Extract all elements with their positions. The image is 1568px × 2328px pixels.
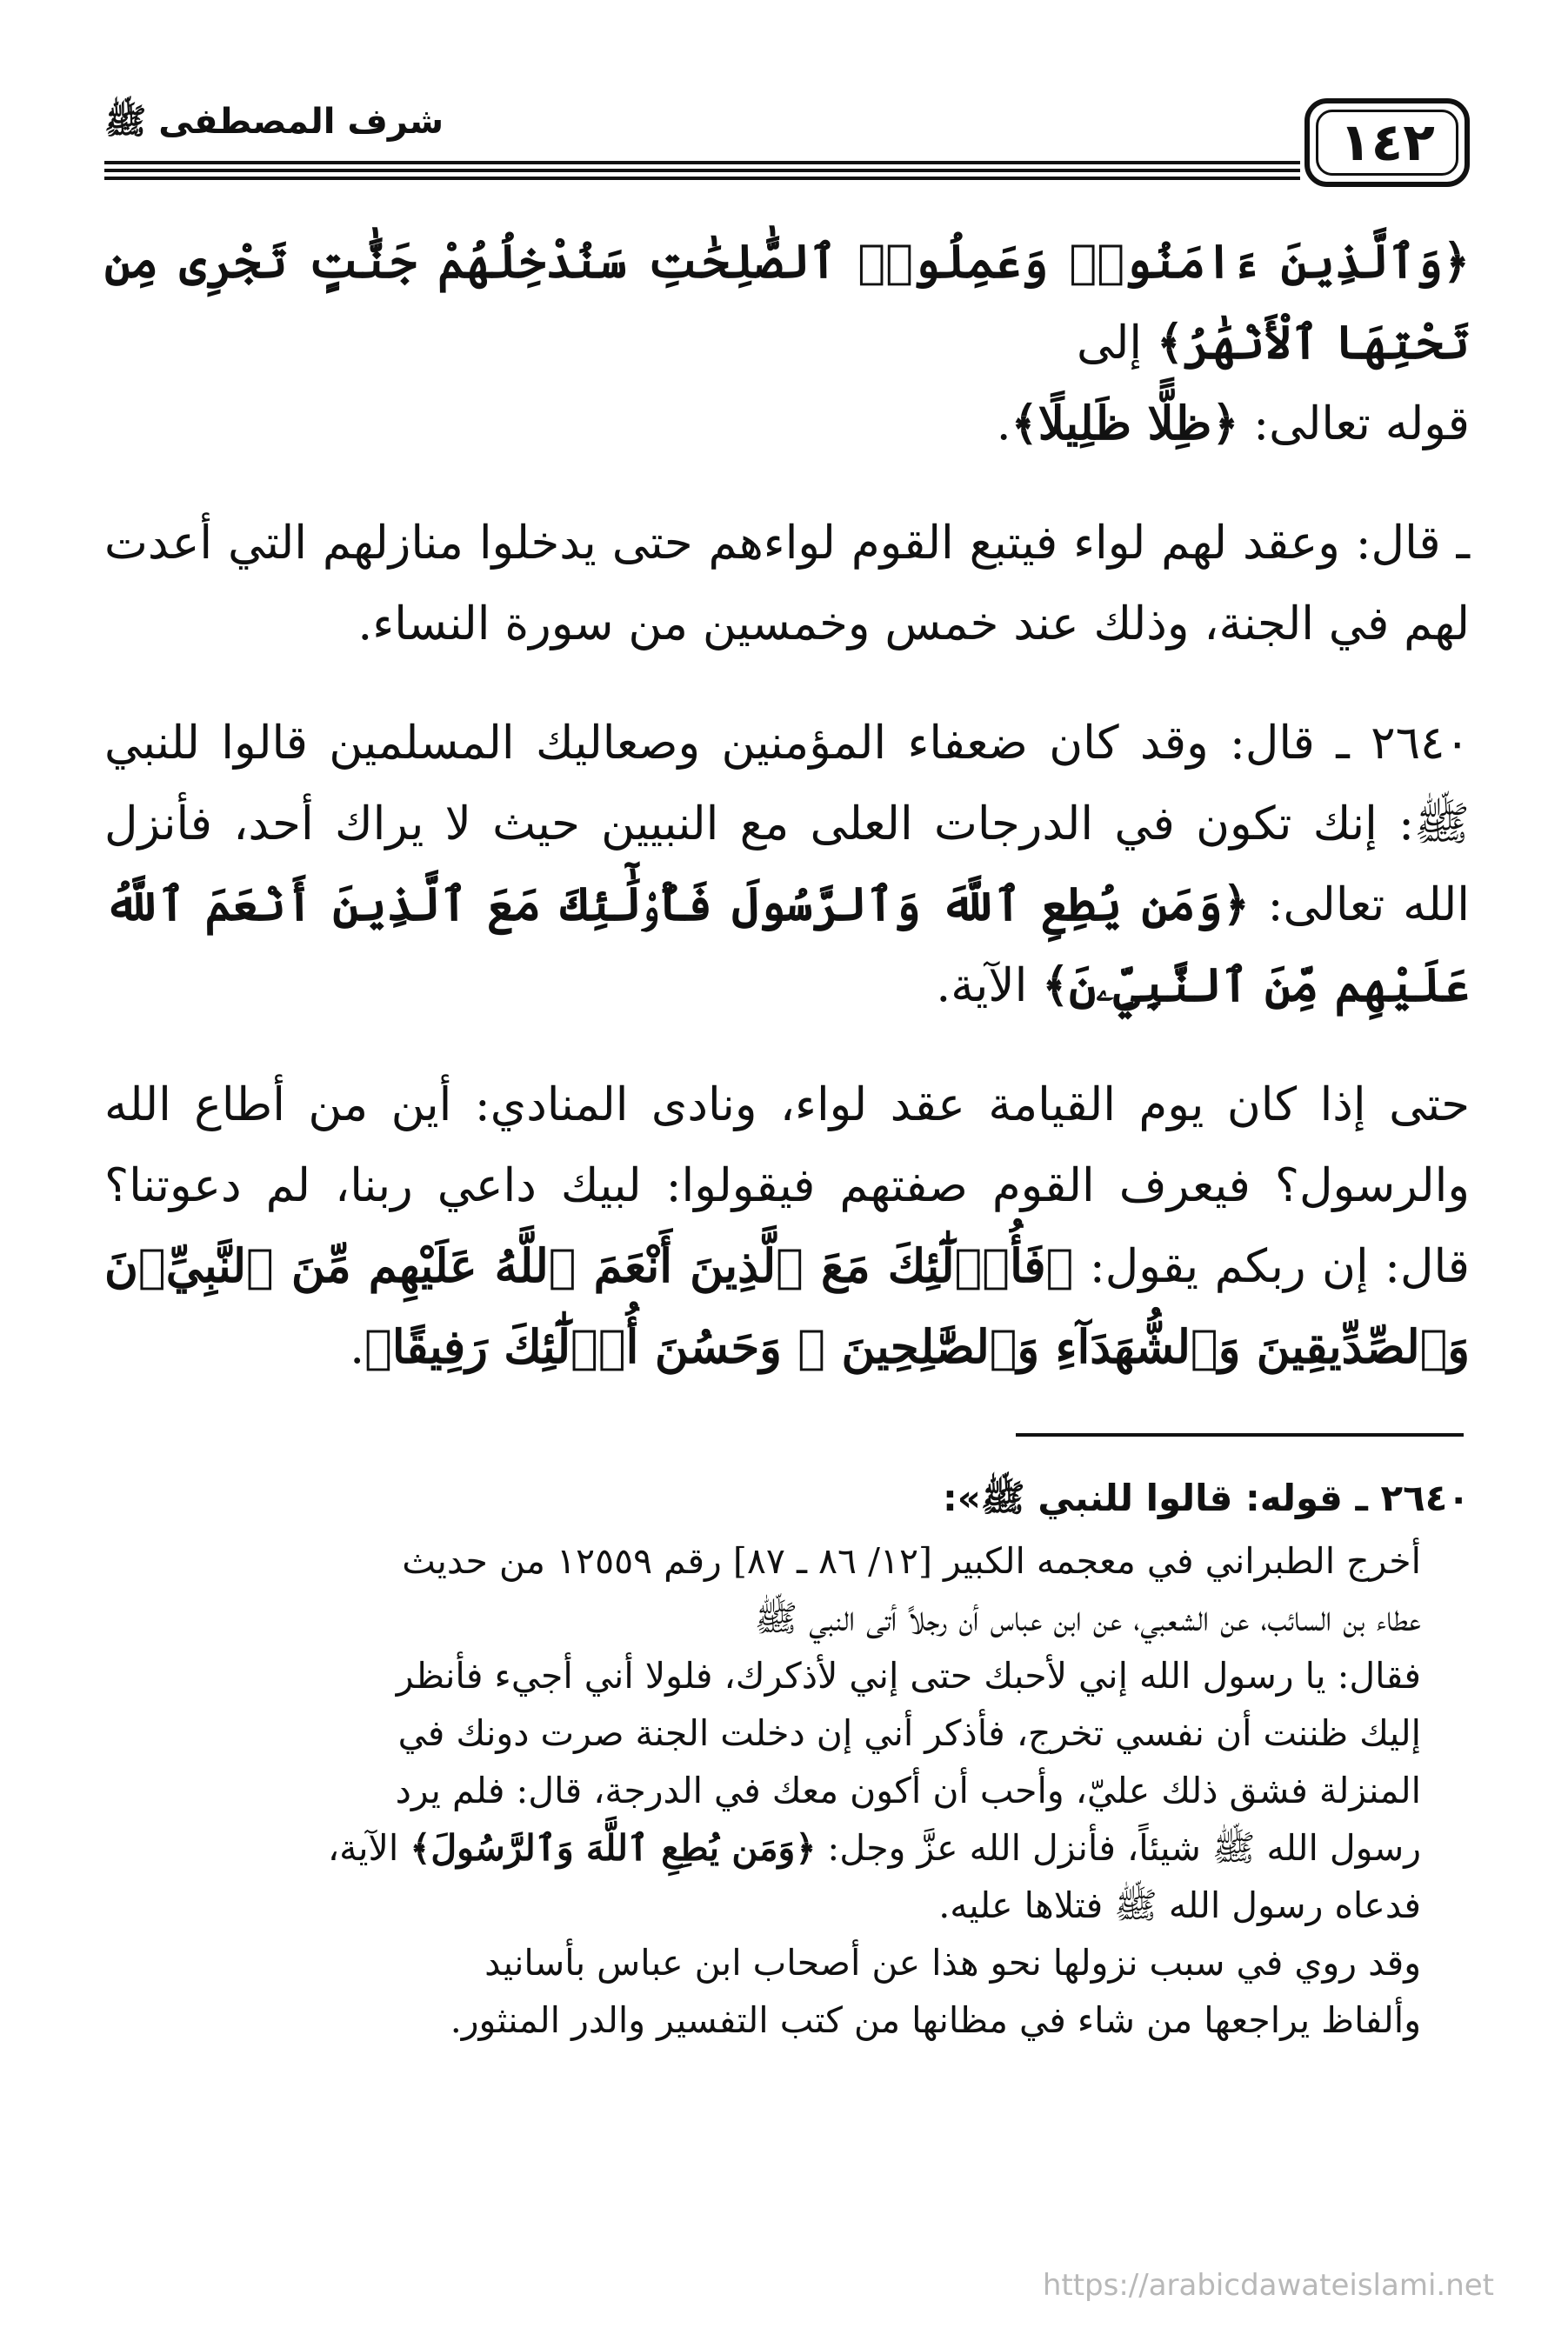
text-span: حتى إذا كان يوم القيامة عقد لواء، ونادى المنادي: أين من أطاع الله والرسول؟ فيعرف القوم صفتهم فيقولوا: لبيك داعي ربنا، لم دعوتنا؟ قال: إن ربكم يقول: (104, 1078, 1470, 1293)
footnote-line: فقال: يا رسول الله إني لأحبك حتى إني لأذكرك، فلولا أني أجيء فأنظر (396, 1655, 1421, 1697)
quran-verse: ﴿وَمَن يُطِعِ ٱللَّهَ وَٱلرَّسُولَ﴾ (410, 1827, 817, 1869)
footnote-body (104, 1532, 1421, 2049)
book-title: شرف المصطفى ﷺ (104, 102, 444, 142)
footnote-line: وألفاظ يراجعها من شاء في مظانها من كتب التفسير والدر المنثور. (450, 1999, 1421, 2041)
quran-verse: ﴿وَمَن يُطِعِ ٱللَّهَ وَٱلرَّسُولَ فَأُو۟لَٰٓئِكَ مَعَ ٱلَّذِينَ أَنْعَمَ ٱللَّهُ عَلَيْهِم مِّنَ ٱلنَّبِيِّۦنَ﴾ (104, 877, 1470, 1012)
footnote-separator (1016, 1433, 1464, 1437)
footnote-line (104, 1819, 1421, 1877)
text-span: . (996, 397, 1011, 450)
page-number: ١٤٢ (1304, 98, 1470, 187)
text-span: الآية. (936, 959, 1043, 1012)
text-span: الآية، (327, 1827, 410, 1869)
paragraph-4 (104, 1064, 1470, 1388)
text-span: رسول الله ﷺ شيئاً، فأنزل الله عزَّ وجل: (816, 1827, 1421, 1869)
footnote-line: فدعاه رسول الله ﷺ فتلاها عليه. (938, 1884, 1421, 1926)
quran-verse: ﴿ظِلًّا ظَلِيلًا﴾ (1011, 397, 1239, 450)
header-rule (104, 177, 1300, 180)
footnote-line: وقد روي في سبب نزولها نحو هذا عن أصحاب ابن عباس بأسانيد (484, 1942, 1421, 1984)
page-header (104, 91, 1470, 204)
footnote-line: إليك ظننت أن نفسي تخرج، فأذكر أني إن دخلت الجنة صرت دونك في (397, 1712, 1421, 1754)
text-span: إلى (1077, 317, 1157, 370)
watermark-url: https://arabicdawateislami.net (1042, 2268, 1494, 2303)
text-span: . (350, 1321, 365, 1374)
paragraph-2: ـ قال: وعقد لهم لواء فيتبع القوم لواءهم حتى يدخلوا منازلهم التي أعدت لهم في الجنة، وذلك عند خمس وخمسين من سورة النساء. (104, 517, 1470, 650)
footnote-line: أخرج الطبراني في معجمه الكبير [١٢/ ٨٦ ـ ٨٧] رقم ١٢٥٥٩ من حديث (402, 1540, 1421, 1582)
footnote-line: عطاء بن السائب، عن الشعبي، عن ابن عباس أن رجلاً أتى النبي ﷺ (754, 1598, 1421, 1639)
footnote-line: المنزلة فشق ذلك عليّ، وأحب أن أكون معك في الدرجة، قال: فلم يرد (395, 1770, 1421, 1811)
quran-verse: ﴿فَأُو۟لَٰٓئِكَ مَعَ ٱلَّذِينَ أَنْعَمَ ٱللَّهُ عَلَيْهِم مِّنَ ٱلنَّبِيِّۦنَ وَٱلصِّدِّيقِينَ وَٱلشُّهَدَآءِ وَٱلصَّٰلِحِينَ ۚ وَحَسُنَ أُو۟لَٰٓئِكَ رَفِيقًا﴾ (104, 1239, 1470, 1374)
text-span: قوله تعالى: (1238, 397, 1470, 450)
paragraph-1 (104, 222, 1470, 464)
paragraph-3 (104, 703, 1470, 1026)
main-text (104, 222, 1470, 1426)
header-rule (104, 161, 1300, 164)
text-span: ٢٦٤٠ ـ قال: وقد كان ضعفاء المؤمنين وصعاليك المسلمين قالوا للنبي ﷺ: إنك تكون في الدرجات العلى مع النبيين حيث لا يراك أحد، فأنزل الله تعالى: (104, 717, 1470, 931)
footnote (104, 1470, 1470, 2049)
quran-verse: ﴿وَٱلَّذِينَ ءَامَنُوا۟ وَعَمِلُوا۟ ٱلصَّٰلِحَٰتِ سَنُدْخِلُهُمْ جَنَّٰتٍ تَجْرِى مِن تَحْتِهَا ٱلْأَنْهَٰرُ﴾ (104, 235, 1470, 370)
footnote-heading: ٢٦٤٠ ـ قوله: قالوا للنبي ﷺ»: (942, 1477, 1470, 1519)
header-rule (104, 169, 1300, 172)
